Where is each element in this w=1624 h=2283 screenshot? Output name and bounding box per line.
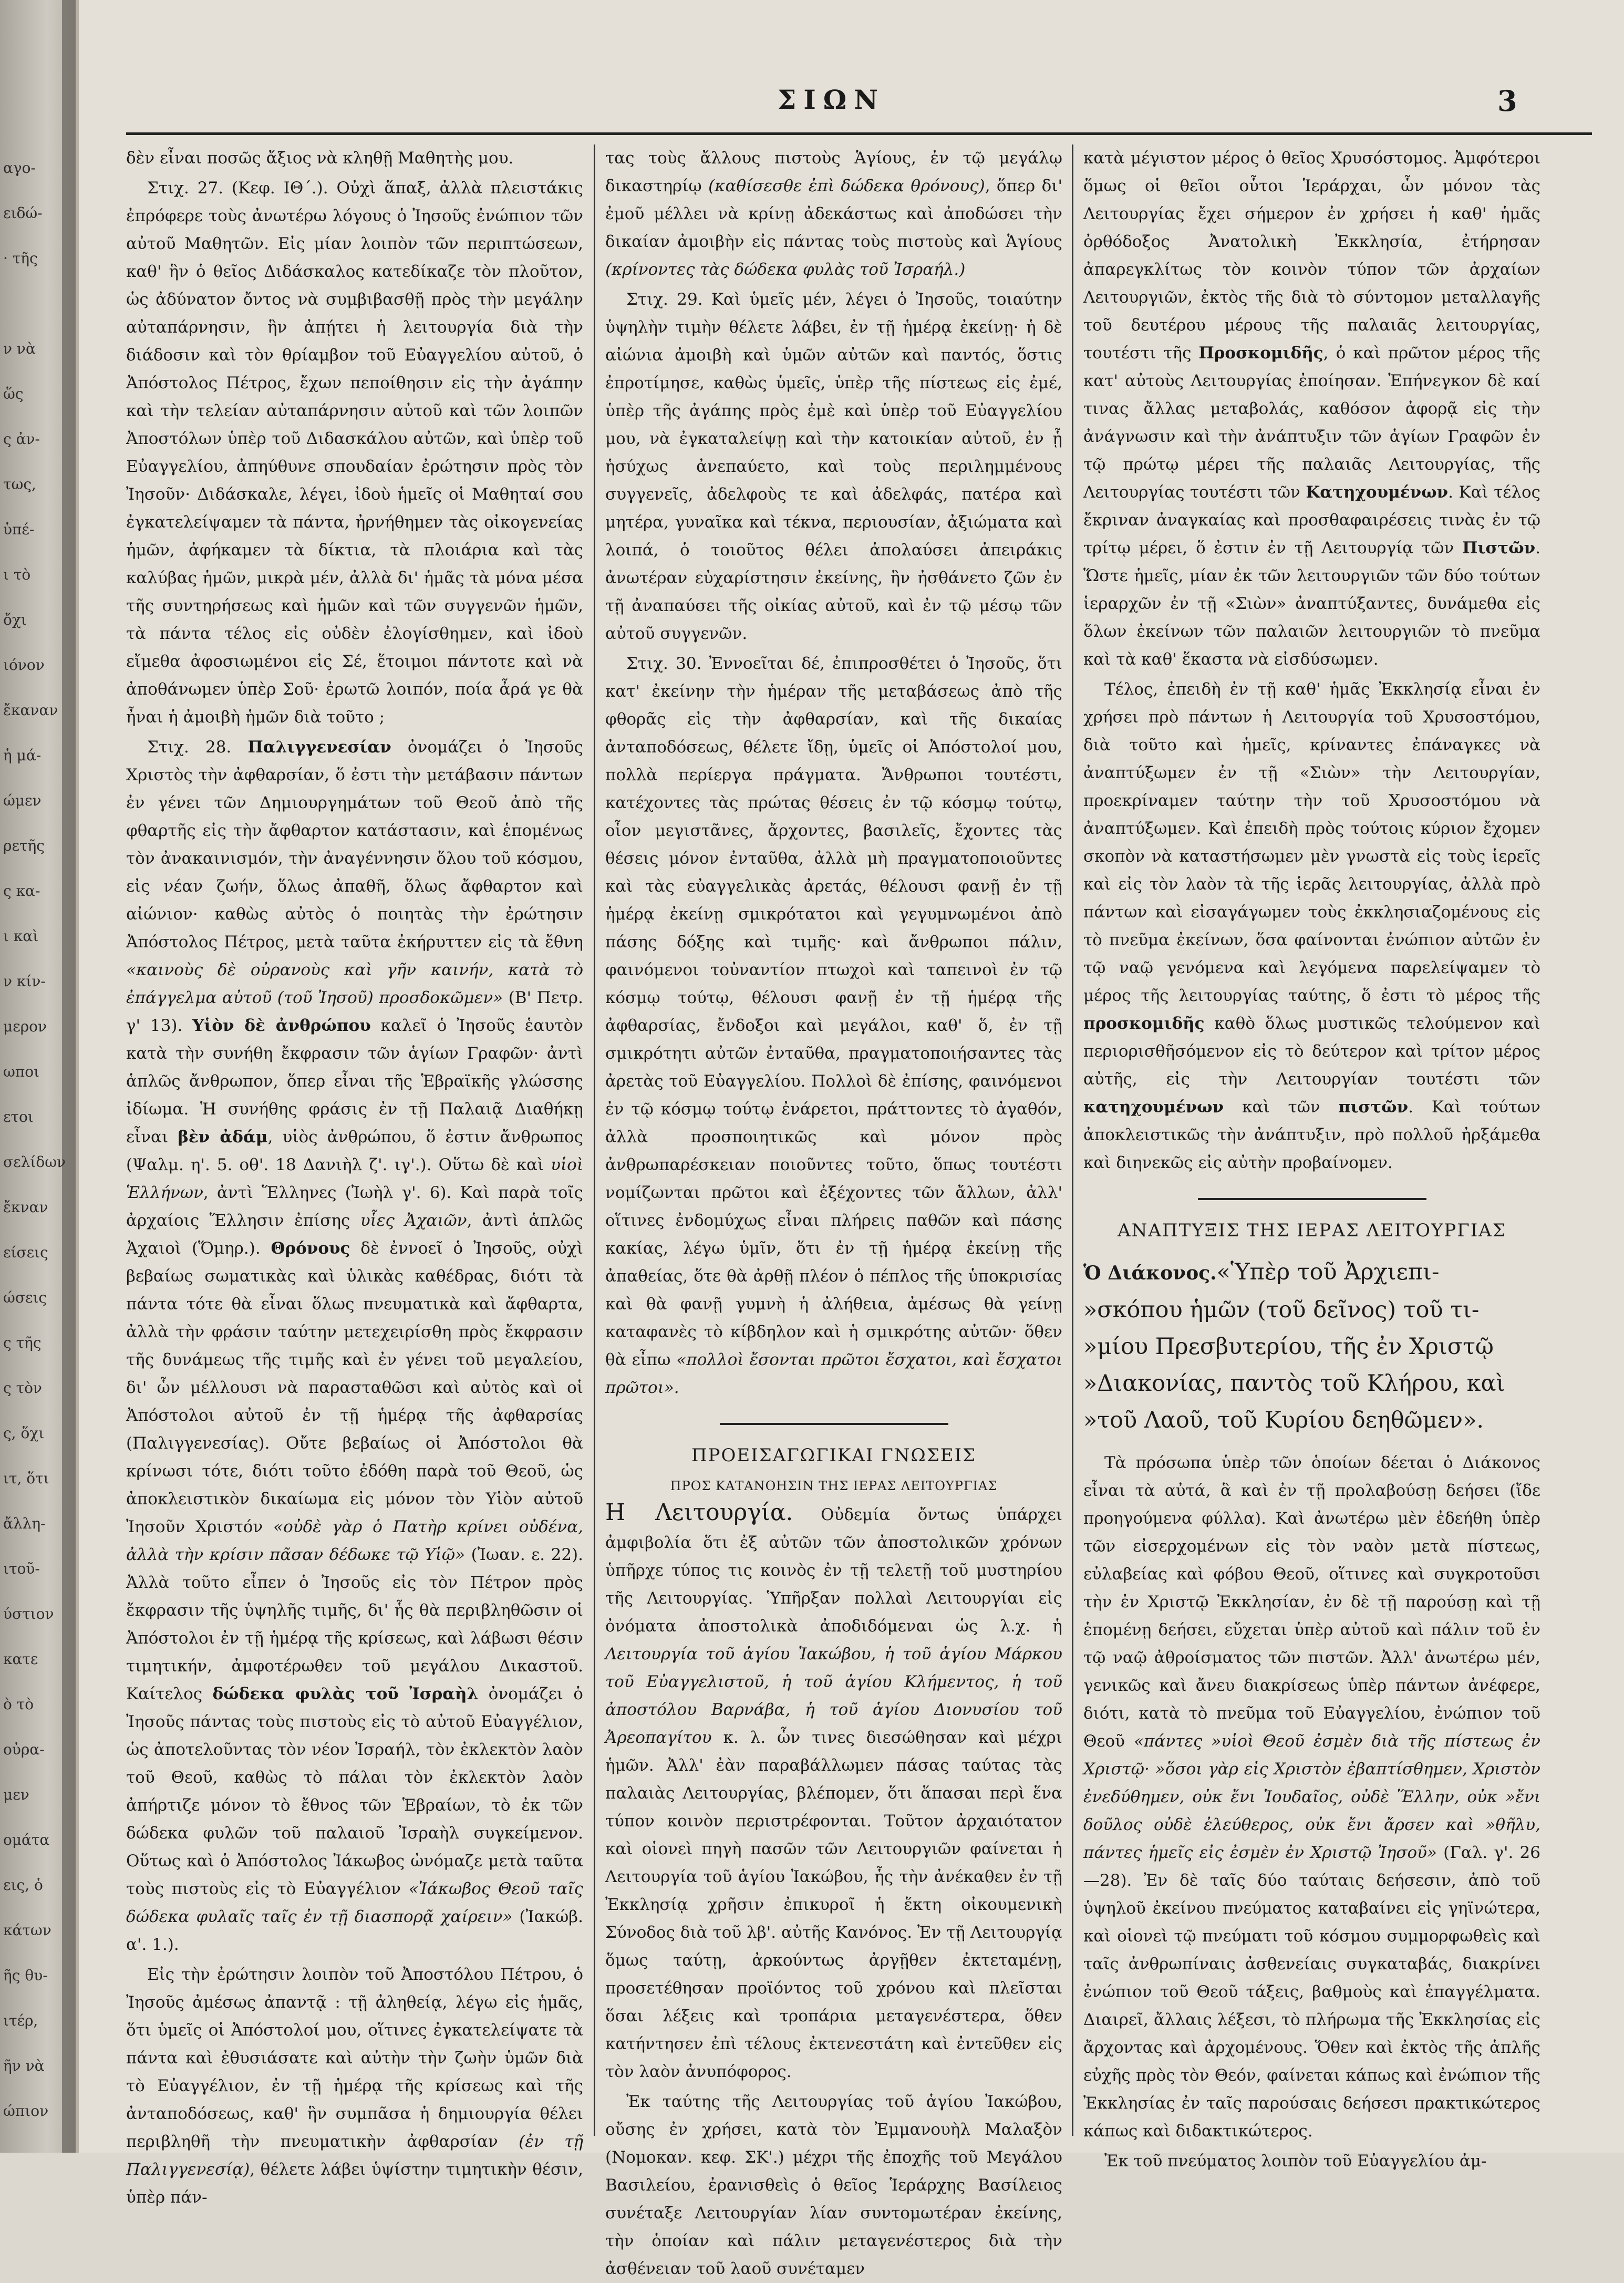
column-divider	[594, 144, 595, 2136]
gutter-fragment: σελίδων	[3, 1153, 66, 1171]
text-run: , ἀντὶ Ἕλληνες (Ἰωὴλ γ'. 6). Καὶ παρὰ τοῖς ἀρχαίοις Ἕλλησιν ἐπίσης	[126, 1183, 583, 1230]
text-run: καὶ τῶν	[1224, 1098, 1339, 1117]
verse-ref: Στιχ. 27. (Κεφ. ΙΘ΄.).	[147, 179, 337, 198]
gutter-fragment: ειδώ-	[3, 204, 43, 222]
litany-text: «Ὑπὲρ τοῦ Ἀρχιεπι- »σκόπου ἡμῶν (τοῦ δεῖνος) τοῦ τι- »μίου Πρεσβυτερίου, τῆς ἐν Χριστῷ »Διακονίας, παντὸς τοῦ Κλήρου, καὶ »τοῦ Λαοῦ, τοῦ Κυρίου δεηθῶμεν».	[1083, 1259, 1505, 1433]
gutter-fragment: ι καὶ	[3, 927, 39, 945]
gutter-fragment: τως,	[3, 476, 36, 493]
text-run: , θέλετε λάβει ὑψίστην τιμητικὴν θέσιν, ὑπὲρ πάν-	[126, 2160, 583, 2207]
gutter-fragment: κατε	[3, 1650, 38, 1668]
bold-term: βὲν ἀδάμ	[178, 1128, 268, 1146]
gutter-fragment: ομάτα	[3, 1831, 50, 1848]
gutter-fragment: οὐρα-	[3, 1741, 45, 1758]
gutter-fragment: ιτ, ὅτι	[3, 1470, 49, 1487]
gutter-fragment: ι τὸ	[3, 566, 31, 583]
adjacent-page-edge	[0, 0, 79, 2153]
gutter-fragment: ν νὰ	[3, 340, 36, 357]
section-title: ΠΡΟΕΙΣΑΓΩΓΙΚΑΙ ΓΝΩΣΕΙΣ	[691, 1445, 977, 1466]
gutter-fragment: ιτοῦ-	[3, 1560, 40, 1577]
bold-term: πιστῶν	[1338, 1098, 1409, 1117]
quote: «οὐδὲ γὰρ ὁ Πατὴρ κρίνει οὐδένα, ἀλλὰ τὴν κρίσιν πᾶσαν δέδωκε τῷ Υἱῷ»	[126, 1517, 584, 1564]
gutter-fragment: ἔκαναν	[3, 701, 58, 719]
text-run: , ὅπερ δι' ἐμοῦ μέλλει νὰ κρίνῃ ἀδεκάστως καὶ ἀποδώσει τὴν δικαίαν ἀμοιβὴν εἰς πάντας τοὺς πιστοὺς καὶ Ἁγίους	[605, 177, 1062, 251]
quote: (καθίσεσθε ἐπὶ δώδεκα θρόνους)	[708, 177, 985, 195]
gutter-fragment: μεν	[3, 1786, 29, 1803]
bold-term: δώδεκα φυλὰς τοῦ Ἰσραὴλ	[212, 1685, 479, 1703]
newspaper-page	[79, 0, 1624, 2278]
section-title: ΑΝΑΠΤΥΞΙΣ ΤΗΣ ΙΕΡΑΣ ΛΕΙΤΟΥΡΓΙΑΣ	[1118, 1220, 1506, 1241]
text-run: (Γαλ. γ'. 26—28). Ἐν δὲ ταῖς δύο ταύταις δεήσεσιν, ἀπὸ τοῦ ὑψηλοῦ ἐκείνου πνεύματος καταβαίνει εἰς γηϊνώτερα, καὶ οἱονεὶ τῷ πνεύματι τοῦ κόσμου συμμορφωθεὶς καὶ ταῖς ἀνθρωπίναις ἀσθενείαις συγκαταβάς, διακρίνει ἐνώπιον τοῦ Θεοῦ τάξεις, βαθμοὺς καὶ ἐπαγγέλματα. Διαιρεῖ, ἄλλαις λέξεσι, τὸ πλήρωμα τῆς Ἐκκλησίας εἰς ἄρχοντας καὶ ἀρχομένους. Ὅθεν καὶ ἐκτὸς τῆς ἁπλῆς εὐχῆς πρὸς τὸν Θεόν, φαίνεται κάπως καὶ ἐνώπιον τῆς Ἐκκλησίας ἐν ταῖς παρούσαις δεήσεσι πρακτικώτερος κάπως καὶ διδακτικώτερος.	[1083, 1843, 1541, 2141]
verse-ref: Στιχ. 30.	[626, 654, 709, 673]
verse-ref: Στιχ. 28.	[147, 738, 248, 757]
page-spine	[62, 0, 76, 2153]
gutter-fragment: ς κα-	[3, 882, 40, 900]
gutter-fragment: κάτων	[3, 1922, 51, 1939]
newspaper-title: ΣΙΩΝ	[778, 84, 885, 115]
text-run: καλεῖ ὁ Ἰησοῦς ἑαυτὸν κατὰ τὴν συνήθη ἔκφρασιν τῶν ἁγίων Γραφῶν· ἀντὶ ἁπλῶς ἄνθρωπον, ὅπερ εἶναι τῆς Ἑβραϊκῆς γλώσσης ἰδίωμα. Ἡ συνήθης φράσις ἐν τῇ Παλαιᾷ Διαθήκῃ εἶναι	[126, 1016, 583, 1146]
lead-heading: Η Λειτουργία.	[605, 1499, 793, 1526]
gutter-fragment: ύστιον	[3, 1605, 54, 1623]
text-run: Ἐννοεῖται δέ, ἐπιπροσθέτει ὁ Ἰησοῦς, ὅτι κατ' ἐκείνην τὴν ἡμέραν τῆς μεταβάσεως ἀπὸ τῆς φθορᾶς εἰς τὴν ἀφθαρσίαν, καὶ τῆς δικαίας ἀνταποδόσεως, θέλετε ἴδῃ, ὑμεῖς οἱ Ἀπόστολοί μου, πολλὰ περίεργα πράγματα. Ἄνθρωποι τουτέστι, κατέχοντες τὰς πρώτας θέσεις ἐν τῷ κόσμῳ τούτῳ, οἷον μεγιστᾶνες, ἄρχοντες, βασιλεῖς, ἔχοντες τὰς θέσεις μόνον ἐνταῦθα, ἀλλὰ μὴ πραγματοποιοῦντες καὶ τὰς εὐαγγελικὰς ἀρετάς, θέλουσι φανῇ ἐν τῇ ἡμέρᾳ ἐκείνῃ σμικρότατοι καὶ γεγυμνωμένοι ἀπὸ πάσης δόξης καὶ τιμῆς· καὶ ἄνθρωποι πάλιν, φαινόμενοι τοὐναντίον πτωχοὶ καὶ ταπεινοὶ ἐν τῷ κόσμῳ τούτῳ, θέλουσι φανῇ ἐν τῇ ἡμέρᾳ τῆς ἀφθαρσίας, ἔνδοξοι καὶ μεγάλοι, καθ' ὅ, ἐν τῇ σμικρότητι αὐτῶν ἐνταῦθα, πραγματοποιήσαντες τὰς ἀρετὰς τοῦ Εὐαγγελίου. Πολλοὶ δὲ ἐπίσης, φαινόμενοι ἐν τῷ κόσμῳ τούτῳ ἐνάρετοι, πράττοντες τὸ ἀγαθόν, ἀλλὰ προσποιητικῶς καὶ μόνον πρὸς ἀνθρωπαρέσκειαν ποιοῦντες τοῦτο, ὅπως τουτέστι νομίζωνται πρῶτοι καὶ ἐξέχοντες τῶν ἄλλων, ἀλλ' οἵτινες ἐνδομύχως εἶναι πλήρεις παθῶν καὶ πάσης κακίας, λέγω ὑμῖν, ὅτι ἐν τῇ ἡμέρᾳ ἐκείνῃ τῆς ἀπαθείας, ὅτε θὰ ἀρθῇ πλέον ὁ πέπλος τῆς ὑποκρισίας καὶ θὰ φανῇ γυμνὴ ἡ ἀλήθεια, ἀμέσως θὰ γείνῃ καταφανὲς τὸ κίβδηλον καὶ ἡ σμικρότης αὐτῶν· ὅθεν θὰ εἶπω	[605, 654, 1062, 1369]
column-2	[605, 144, 1062, 2278]
text-run: , ἀντὶ ἁπλῶς Ἀχαιοὶ (Ὅμηρ.).	[126, 1211, 583, 1258]
gutter-fragment: ς τὸν	[3, 1379, 42, 1397]
paragraph: Ἐκ ταύτης τῆς Λειτουργίας τοῦ ἁγίου Ἰακώβου, οὔσης ἐν χρήσει, κατὰ τὸν Ἐμμανουὴλ Μαλαξὸν (Νομοκαν. κεφ. ΣΚ'.) μέχρι τῆς ἐποχῆς τοῦ Μεγάλου Βασιλείου, ἐρανισθεὶς ὁ θεῖος Ἱεράρχης Βασίλειος συνέταξε Λειτουργίαν λίαν συντομωτέραν ἐκείνης, τὴν ὁποίαν καὶ πάλιν μεταγενέστερος διὰ τὴν ἀσθένειαν τοῦ λαοῦ συνέταμεν	[605, 2092, 1062, 2278]
litany	[1083, 1254, 1540, 1439]
paragraph	[605, 286, 1062, 648]
gutter-fragment: ιόνον	[3, 656, 45, 674]
gutter-fragment: ωποι	[3, 1063, 40, 1080]
gutter-fragment: ὸ τὸ	[3, 1696, 34, 1713]
text-run: ὀνομάζει ὁ Ἰησοῦς Χριστὸς τὴν ἀφθαρσίαν, ὅ ἐστι τὴν μετάβασιν πάντων ἐν γένει τῶν Δημιουργημάτων τοῦ Θεοῦ ἀπὸ τῆς φθαρτῆς εἰς τὴν ἄφθαρτον κατάστασιν, καὶ ἑπομένως τὸν ἀνακαινισμόν, τὴν ἀναγέννησιν ὅλου τοῦ κόσμου, εἰς νέαν ζωήν, ὅλως ἀπαθῆ, ὅλως ἄφθαρτον καὶ αἰώνιον· καθὼς αὐτὸς ὁ ποιητὰς τὴν ἐρώτησιν Ἀπόστολος Πέτρος, μετὰ ταῦτα ἐκήρυττεν εἰς τὰ ἔθνη	[126, 738, 583, 952]
bold-term: Υἱὸν δὲ ἀνθρώπου	[192, 1016, 371, 1035]
quote: υἱοὶ Ἑλλήνων	[126, 1155, 583, 1202]
text-run: Τέλος, ἐπειδὴ ἐν τῇ καθ' ἡμᾶς Ἐκκλησίᾳ εἶναι ἐν χρήσει πρὸ πάντων ἡ Λειτουργία τοῦ Χρυσοστόμου, διὰ τοῦτο καὶ ἡμεῖς, κρίναντες ἐπάναγκες νὰ ἀναπτύξωμεν ἐν τῇ «Σιὼν» τὴν Λειτουργίαν, προεκρίναμεν ταύτην τὴν τοῦ Χρυσοστόμου νὰ ἀναπτύξωμεν. Καὶ ἐπειδὴ πρὸς τούτοις κύριον ἔχομεν σκοπὸν νὰ καταστήσωμεν μὲν γνωστὰ εἰς τοὺς ἱερεῖς καὶ εἰς τὸν λαὸν τὰ τῆς ἱερᾶς λειτουργίας, ἀλλὰ πρὸ πάντων καὶ εἰσαγάγωμεν τοὺς ἐκκλησιαζομένους εἰς τὸ πνεῦμα ἐκείνων, ὅσα φαίνονται ἐνώπιον αὐτῶν ἐν τῷ ναῷ γενόμενα καὶ λεγόμενα παρελείψαμεν τὸ μέρος τῆς λειτουργίας ταύτης, ὅ ἐστι τὸ μέρος τῆς	[1083, 680, 1540, 1005]
paragraph	[126, 174, 583, 731]
text-run: Τὰ πρόσωπα ὑπὲρ τῶν ὁποίων δέεται ὁ Διάκονος εἶναι τὰ αὐτά, ἃ καὶ ἐν τῇ προλαβούσῃ δεήσει (ἴδε προηγούμενα φύλλα). Καὶ ἀνωτέρω μὲν ἐδεήθη ὑπὲρ τῶν εἰσερχομένων εἰς τὸν ναὸν μετὰ πίστεως, εὐλαβείας καὶ φόβου Θεοῦ, οἵτινες καὶ συγκροτοῦσι τὴν ἐν Χριστῷ Ἐκκλησίαν, ἐν δὲ τῇ παρούσῃ καὶ τῇ ἑπομένῃ δεήσει, εὔχεται ὑπὲρ αὐτοῦ καὶ πάλιν τοῦ ἐν τῷ ναῷ ἀθροίσματος τῶν πιστῶν. Ἀλλ' ἀνωτέρω μέν, γενικῶς καὶ ἄνευ διακρίσεως ὑπὲρ πάντων ἀνέφερε, διότι, κατὰ τὸ πνεῦμα τοῦ Εὐαγγελίου, ἐνώπιον τοῦ Θεοῦ	[1083, 1453, 1540, 1751]
gutter-fragment: ώμεν	[3, 792, 42, 809]
text-run: (Ἰωαν. ε. 22). Ἀλλὰ τοῦτο εἶπεν ὁ Ἰησοῦς εἰς τὸν Πέτρον πρὸς ἔκφρασιν τῆς ὑψηλῆς τιμῆς, δι' ἧς θὰ περιβληθῶσιν οἱ Ἀπόστολοι ἐν τῇ ἡμέρᾳ τῆς κρίσεως, καὶ λάβωσι θέσιν τιμητικήν, ἀμφοτέρωθεν τοῦ μεγάλου Δικαστοῦ. Καίτελος	[126, 1545, 583, 1703]
header-rule	[126, 132, 1592, 135]
gutter-fragment: αγο-	[3, 159, 36, 177]
section-rule	[720, 1423, 948, 1425]
section-rule	[1198, 1198, 1426, 1200]
section-subtitle: ΠΡΟΣ ΚΑΤΑΝΟΗΣΙΝ ΤΗΣ ΙΕΡΑΣ ΛΕΙΤΟΥΡΓΙΑΣ	[670, 1479, 998, 1493]
gutter-fragment: ς τῆς	[3, 1334, 42, 1351]
paragraph: Ἐκ τοῦ πνεύματος λοιπὸν τοῦ Εὐαγγελίου ἀμ-	[1104, 2152, 1487, 2171]
gutter-fragment: ώπιον	[3, 2102, 49, 2120]
quote: «Ἰάκωβος Θεοῦ ταῖς δώδεκα φυλαῖς ταῖς ἐν τῇ διασπορᾷ χαίρειν»	[126, 1879, 583, 1926]
text-run: . Καὶ τέλος ἔκριναν ἀναγκαίας καὶ προσθαφαιρέσεις τινὰς ἐν τῷ τρίτῳ μέρει, ὅ ἐστιν ἐν τῇ Λειτουργίᾳ τῶν	[1083, 483, 1540, 557]
text-run: Εἰς τὴν ἐρώτησιν λοιπὸν τοῦ Ἀποστόλου Πέτρου, ὁ Ἰησοῦς ἀμέσως ἀπαντᾷ : τῇ ἀληθείᾳ, λέγω εἰς ἡμᾶς, ὅτι ὑμεῖς οἱ Ἀπόστολοί μου, οἵτινες ἐγκατελείψατε τὰ πάντα καὶ ἐθυσιάσατε καὶ αὐτὴν τὴν ζωὴν ὑμῶν διὰ τὸ Εὐαγγέλιον, ἐν τῇ ἡμέρᾳ τῆς κρίσεως καὶ τῆς ἀνταποδόσεως, καθ' ἣν συμπᾶσα ἡ δημιουργία θέλει περιβληθῆ τὴν πνευματικὴν ἀφθαρσίαν	[126, 1965, 583, 2151]
verse-ref: Στιχ. 29.	[626, 290, 711, 309]
text-run: . Ὥστε ἡμεῖς, μίαν ἐκ τῶν λειτουργιῶν τῶν δύο τούτων ἱεραρχῶν ἐν τῇ «Σιὼν» ἀναπτύξαντες, δυνάμεθα εἰς ὅλων ἐκείνων τῶν παλαιῶν λειτουργιῶν τὸ πνεῦμα καὶ τὰ καθ' ἕκαστα νὰ εἰσδύσωμεν.	[1083, 539, 1540, 669]
paragraph: δὲν εἶναι ποσῶς ἄξιος νὰ κληθῇ Μαθητὴς μου.	[126, 149, 514, 168]
gutter-fragment: ὑπέ-	[3, 521, 35, 538]
gutter-fragment: ἄλλη-	[3, 1515, 46, 1532]
bold-term: κατηχουμένων	[1083, 1098, 1224, 1117]
bold-term: προσκομιδῆς	[1083, 1014, 1205, 1033]
paragraph	[605, 650, 1062, 1402]
gutter-fragment: ς, ὅχι	[3, 1424, 45, 1442]
gutter-fragment: ετοι	[3, 1108, 34, 1125]
gutter-fragment: ὥς	[3, 385, 24, 402]
gutter-fragment: ῆν νὰ	[3, 2057, 45, 2074]
quote: «πολλοὶ ἔσονται πρῶτοι ἔσχατοι, καὶ ἔσχατοι πρῶτοι».	[605, 1350, 1062, 1397]
bold-term: Πιστῶν	[1462, 539, 1536, 557]
text-run: Οὐχὶ ἅπαξ, ἀλλὰ πλειστάκις ἐπρόφερε τοὺς ἀνωτέρω λόγους ὁ Ἰησοῦς ἐνώπιον τῶν αὐτοῦ Μαθητῶν. Εἰς μίαν λοιπὸν τῶν περιπτώσεων, καθ' ἣν ὁ θεῖος Διδάσκαλος κατεδίκαζε τὸν πλοῦτον, ὡς ἀδύνατον ὄντος νὰ συμβιβασθῇ πρὸς τὴν μεγάλην αὐταπάρνησιν, ἣν ἀπῄτει ἡ λειτουργία διὰ τὴν διάδοσιν καὶ τὸν θρίαμβον τοῦ Εὐαγγελίου αὐτοῦ, ὁ Ἀπόστολος Πέτρος, ἔχων πεποίθησιν εἰς τὴν ἀγάπην καὶ τὴν τελείαν αὐταπάρνησιν αὐτοῦ καὶ τῶν λοιπῶν Ἀποστόλων ὑπὲρ τοῦ Διδασκάλου αὐτῶν, καὶ ὑπὲρ τοῦ Εὐαγγελίου, ἀπηύθυνε σπουδαίαν ἐρώτησιν πρὸς τὸν Ἰησοῦν· Διδάσκαλε, λέγει, ἰδοὺ ἡμεῖς οἱ Μαθηταί σου ἐγκατελείψαμεν τὰ πάντα, ἠρνήθημεν τὰς οἰκογενείας ἡμῶν, ἀφήκαμεν τὰ δίκτια, τὰ πλοιάρια καὶ τὰς καλύβας ἡμῶν, μικρὰ μέν, ἀλλὰ δι' ἡμᾶς τὰ μόνα μέσα τῆς συντηρήσεως καὶ ἡμῶν καὶ τῶν συγγενῶν ἡμῶν, τὰ πάντα τέλος εἰς οὐδὲν ἐλογίσθημεν, καὶ ἰδοὺ εἴμεθα ἀφοσιωμένοι εἰς Σέ, ἕτοιμοι πάντοτε καὶ νὰ ἀποθάνωμεν ὑπὲρ Σοῦ· ἐρωτῶ λοιπόν, ποία ἆρά γε θὰ ἦναι ἡ ἀμοιβὴ ἡμῶν διὰ τοῦτο ;	[126, 179, 583, 727]
gutter-fragment: ώσεις	[3, 1289, 47, 1306]
speaker-label: Ὁ Διάκονος.	[1083, 1262, 1217, 1284]
running-head	[79, 84, 1624, 116]
text-run: καθὸ ὅλως μυστικῶς τελούμενον καὶ περιορισθῆσόμενον εἰς τὸ δεύτερον καὶ τρίτον μέρος αὐτῆς, εἰς τὴν Λειτουργίαν τουτέστι τῶν	[1083, 1014, 1540, 1089]
gutter-fragment: ιτέρ,	[3, 2012, 38, 2029]
quote: «πάντες »υἱοὶ Θεοῦ ἐσμὲν διὰ τῆς πίστεως ἐν Χριστῷ· »ὅσοι γὰρ εἰς Χριστὸν ἐβαπτίσθημεν, Χριστὸν ἐνεδύθημεν, οὐκ ἔνι Ἰουδαῖος, οὐδὲ Ἕλλην, οὐκ »ἔνι δοῦλος οὐδὲ ἐλεύθερος, οὐκ ἔνι ἄρσεν καὶ »θῆλυ, πάντες ἡμεῖς εἰς ἐσμὲν ἐν Χριστῷ Ἰησοῦ»	[1083, 1732, 1540, 1862]
paragraph	[126, 734, 583, 1959]
column-3	[1083, 144, 1541, 2171]
text-run: δὲ ἐννοεῖ ὁ Ἰησοῦς, οὐχὶ βεβαίως σωματικὰς καὶ ὑλικὰς καθέδρας, διότι τὰ πάντα τότε θὰ εἶναι ὅλως πνευματικὰ καὶ ἄφθαρτα, ἀλλὰ τὴν φράσιν ταύτην μετεχειρίσθη πρὸς ἔκφρασιν τῆς δυνάμεως τῆς τιμῆς καὶ ἐν γένει τοῦ μεγαλείου, δι' ὧν μέλλουσι νὰ παρασταθῶσι καὶ αὐτὸς καὶ οἱ Ἀπόστολοι αὐτοῦ ἐν τῇ ἡμέρᾳ τῆς ἀφθαρσίας (Παλιγγενεσίας). Οὔτε βεβαίως οἱ Ἀπόστολοι θὰ κρίνωσι τότε, διότι τοῦτο ἐδόθη παρὰ τοῦ Θεοῦ, ὡς ἀποκλειστικὸν δικαίωμα εἰς μόνον τὸν Υἱὸν αὐτοῦ Ἰησοῦν Χριστόν	[126, 1239, 583, 1536]
gutter-fragment: ἔκναν	[3, 1199, 48, 1216]
text-run: Οὐδεμία ὄντως ὑπάρχει ἀμφιβολία ὅτι ἐξ αὐτῶν τῶν ἀποστολικῶν χρόνων ὑπῆρχε τύπος τις κοινὸς ἐν τῇ τελετῇ τοῦ μυστηρίου τῆς Λειτουργίας. Ὑπῆρξαν πολλαὶ Λειτουργίαι εἰς ὀνόματα ἀποστολικὰ ἀποδιδόμεναι ὡς λ.χ. ἡ	[605, 1505, 1062, 1636]
bold-term: Παλιγγενεσίαν	[247, 738, 391, 757]
page-number: 3	[1497, 84, 1517, 118]
paragraph	[1083, 676, 1540, 1177]
gutter-fragment: είσεις	[3, 1244, 48, 1261]
paragraph	[605, 1499, 1062, 2086]
text-run: , ὁ καὶ πρῶτον μέρος τῆς κατ' αὐτοὺς Λειτουργίας ἐποίησαν. Ἐπήνεγκον δὲ καί τινας ἄλλας μεταβολάς, καθόσον ἀφορᾷ εἰς τὴν ἀνάγνωσιν καὶ τὴν ἀνάπτυξιν τῶν ἁγίων Γραφῶν ἐν τῷ πρώτῳ μέρει τῆς παλαιᾶς Λειτουργίας, τῆς Λειτουργίας τουτέστι τῶν	[1083, 344, 1540, 502]
quote: «καινοὺς δὲ οὐρανοὺς καὶ γῆν καινήν, κατὰ τὸ ἐπάγγελμα αὐτοῦ (τοῦ Ἰησοῦ) προσδοκῶμεν»	[126, 960, 583, 1007]
column-1	[126, 144, 584, 2207]
text-run: . Καὶ τούτων ἀποκλειστικῶς τὴν ἀνάπτυξιν, πρὸ πολλοῦ ἠρξάμεθα καὶ διηνεκῶς εἰς αὐτὴν προβαίνομεν.	[1083, 1098, 1540, 1172]
text-run: κ. λ. ὧν τινες διεσώθησαν καὶ μέχρι ἡμῶν. Ἀλλ' ἐὰν παραβάλλωμεν πάσας ταύτας τὰς παλαιὰς Λειτουργίας, βλέπομεν, ὅτι ἅπασαι περὶ ἕνα τύπον κοινὸν περιστρέφονται. Τοῦτον ἀρχαιότατον καὶ οἱονεὶ πηγὴ πασῶν τῶν Λειτουργιῶν φαίνεται ἡ Λειτουργία τοῦ ἁγίου Ἰακώβου, ἧς τὴν ἀνέκαθεν ἐν τῇ Ἐκκλησίᾳ χρῆσιν ἐπικυροῖ ἡ ἕκτη οἰκουμενικὴ Σύνοδος διὰ τοῦ λβ'. αὐτῆς Κανόνος. Ἐν τῇ Λειτουργίᾳ ὅμως ταύτῃ, ἀρκούντως ἀργῇθεν ἐκτεταμένῃ, προσετέθησαν προϊόντος τοῦ χρόνου καὶ πλεῖσται ὅσαι λέξεις καὶ τροπάρια μεταγενέστερα, ὅθεν κατήντησεν ἐπὶ τέλους ἐκτενεστάτη καὶ ἐντεῦθεν εἰς τὸν λαὸν ἀνυπόφορος.	[605, 1728, 1062, 2081]
gutter-fragment: ῆς θυ-	[3, 1967, 48, 1984]
gutter-fragment: ρετῆς	[3, 837, 45, 854]
gutter-fragment: · τῆς	[3, 250, 38, 267]
bold-term: Θρόνους	[271, 1239, 350, 1258]
text-run: (Ἰακώβ. α'. 1.).	[126, 1907, 584, 1954]
bold-term: Κατηχουμένων	[1306, 483, 1449, 502]
column-divider	[1072, 144, 1073, 2136]
gutter-fragment: εις, ὁ	[3, 1876, 43, 1894]
gutter-fragment: ὄχι	[3, 611, 27, 628]
gutter-fragment: μερον	[3, 1018, 47, 1035]
paragraph	[126, 1961, 583, 2212]
bold-term: Προσκομιδῆς	[1198, 344, 1323, 363]
paragraph	[605, 144, 1062, 284]
text-run: (Β' Πετρ. γ' 13).	[126, 988, 583, 1035]
gutter-fragment: ἡ μά-	[3, 747, 42, 764]
quote: υἷες Ἀχαιῶν	[360, 1211, 467, 1230]
text-run: τας τοὺς ἄλλους πιστοὺς Ἁγίους, ἐν τῷ μεγάλῳ δικαστηρίῳ	[605, 149, 1062, 195]
gutter-fragment: ς ἀν-	[3, 430, 40, 448]
text-run: Καὶ ὑμεῖς μέν, λέγει ὁ Ἰησοῦς, τοιαύτην ὑψηλὴν τιμὴν θέλετε λάβει, ἐν τῇ ἡμέρᾳ ἐκείνῃ· ἡ δὲ αἰώνια ἀμοιβὴ καὶ ὑμῶν αὐτῶν καὶ παντός, ὅστις ἐπροτίμησε, καθὼς ὑμεῖς, ὑπὲρ τῆς πίστεως εἰς ἐμέ, ὑπὲρ τῆς ἀγάπης πρὸς ἐμὲ καὶ ὑπὲρ τοῦ Εὐαγγελίου μου, νὰ ἐγκαταλείψῃ καὶ τὴν κατοικίαν αὐτοῦ, ἐν ᾗ ἡσύχως ἀνεπαύετο, καὶ τοὺς περιλημμένους συγγενεῖς, ἀδελφοὺς τε καὶ ἀδελφάς, πατέρα καὶ μητέρα, γυναῖκα καὶ τέκνα, περιουσίαν, ἀξιώματα καὶ λοιπά, ὁ τοιοῦτος θέλει ἀπολαύσει ἀπειράκις ἀνωτέραν εὐχαρίστησιν ἐκείνης, ἣν ἠσθάνετο ζῶν ἐν τῇ ἀναπαύσει τῆς οἰκίας αὐτοῦ, καὶ ἐν τῷ μέσῳ τῶν αὐτοῦ συγγενῶν.	[605, 290, 1062, 643]
quote: (κρίνοντες τὰς δώδεκα φυλὰς τοῦ Ἰσραήλ.)	[605, 260, 966, 279]
text-run: , υἱὸς ἀνθρώπου, ὅ ἐστιν ἄνθρωπος (Ψαλμ. η'. 5. οθ'. 18 Δανιὴλ ζ'. ιγ'.). Οὕτω δὲ καὶ	[126, 1128, 583, 1174]
text-run: ὀνομάζει ὁ Ἰησοῦς πάντας τοὺς πιστοὺς εἰς τὸ αὐτοῦ Εὐαγγέλιον, ὡς ἀποτελοῦντας τὸν νέον Ἰσραήλ, τὸν ἐκλεκτὸν λαὸν τοῦ Θεοῦ, καθὼς τὸ πάλαι τὸν ἐκλεκτὸν λαὸν ἀπήρτιζε μόνον τὸ ἔθνος τῶν Ἑβραίων, τὸ ἐκ τῶν δώδεκα φυλῶν τοῦ παλαιοῦ Ἰσραὴλ συγκείμενον. Οὕτως καὶ ὁ Ἀπόστολος Ἰάκωβος ὠνόμαζε μετὰ ταῦτα τοὺς πιστοὺς εἰς τὸ Εὐαγγέλιον	[126, 1685, 583, 1898]
paragraph	[1083, 1449, 1540, 2145]
paragraph	[1083, 144, 1540, 674]
text-run: κατὰ μέγιστον μέρος ὁ θεῖος Χρυσόστομος. Ἀμφότεροι ὅμως οἱ θεῖοι οὗτοι Ἱεράρχαι, ὧν μόνον τὰς Λειτουργίας ἔχει σήμερον ἐν χρήσει ἡ καθ' ἡμᾶς ὀρθόδοξος Ἀνατολικὴ Ἐκκλησία, ἐτήρησαν ἀπαρεγκλίτως τὸν κοινὸν τύπον τῶν ἀρχαίων Λειτουργιῶν, ἐκτὸς τῆς διὰ τὸ σύντομον μεταλλαγῆς τοῦ δευτέρου μέρους τῆς παλαιᾶς λειτουργίας, τουτέστι τῆς	[1083, 149, 1540, 363]
quote: Λειτουργία τοῦ ἁγίου Ἰακώβου, ἡ τοῦ ἁγίου Μάρκου τοῦ Εὐαγγελιστοῦ, ἡ τοῦ ἁγίου Κλήμεντος, ἡ τοῦ ἀποστόλου Βαρνάβα, ἡ τοῦ ἁγίου Διονυσίου τοῦ Ἀρεοπαγίτου	[605, 1645, 1062, 1747]
gutter-fragment: ν κίν-	[3, 973, 46, 990]
quote: (ἐν τῇ Παλιγγενεσίᾳ)	[126, 2132, 583, 2179]
